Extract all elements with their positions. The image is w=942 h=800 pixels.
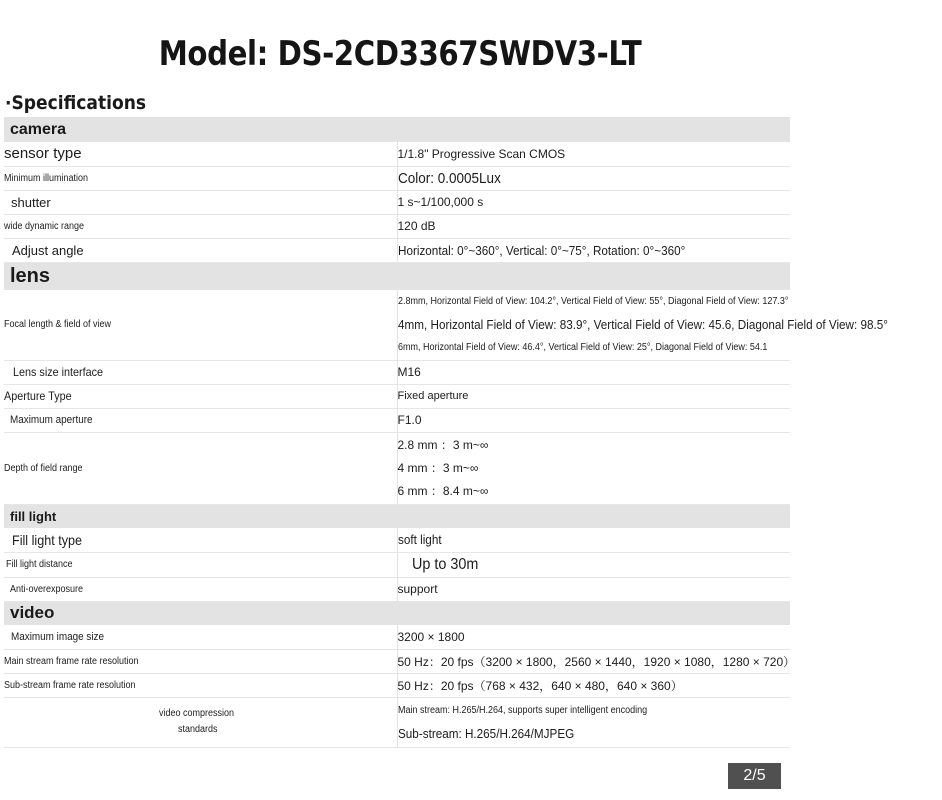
section-fill-light: [4, 504, 790, 528]
spec-value: 3200 × 1800: [397, 625, 790, 649]
spec-value: M16: [397, 360, 790, 384]
spec-value: Fixed aperture: [397, 384, 790, 408]
spec-value: 50 Hz：20 fps（3200 × 1800，2560 × 1440，1920 × 1080，1280 × 720）: [397, 649, 790, 673]
spec-label: Focal length & field of view: [4, 290, 397, 360]
table-row: [4, 408, 790, 432]
spec-label: shutter: [4, 190, 397, 214]
spec-label: video compression standards: [4, 697, 397, 747]
focal-line: 2.8mm, Horizontal Field of View: 104.2°, Vertical Field of View: 55°, Diagonal Field of View: 127.3°: [397, 296, 789, 308]
spec-value: Horizontal: 0°~360°, Vertical: 0°~75°, Rotation: 0°~360°: [397, 238, 790, 262]
section-title: video: [10, 603, 55, 623]
table-row: [4, 528, 790, 552]
table-row: [4, 190, 790, 214]
dof-line: 2.8 mm ：3 m~∞: [397, 437, 489, 452]
section-title: camera: [10, 120, 67, 138]
table-row: [4, 552, 790, 577]
table-row: [4, 432, 790, 504]
table-row: [4, 238, 790, 262]
dof-line: 6 mm ：8.4 m~∞: [397, 483, 489, 498]
page-indicator: 2/5: [728, 763, 781, 789]
table-row: [4, 290, 790, 360]
spec-label: Aperture Type: [4, 384, 397, 408]
spec-label: wide dynamic range: [4, 214, 397, 238]
spec-label: Maximum image size: [4, 625, 397, 649]
section-lens: [4, 262, 790, 290]
table-row: [4, 142, 790, 166]
spec-label: Maximum aperture: [4, 408, 397, 432]
compression-line: Main stream: H.265/H.264, supports super intelligent encoding: [397, 705, 647, 716]
table-row: [4, 166, 790, 190]
spec-value: [397, 697, 790, 747]
spec-label: Adjust angle: [4, 238, 397, 262]
section-camera: [4, 117, 790, 142]
table-row: [4, 384, 790, 408]
spec-label: Lens size interface: [4, 360, 397, 384]
section-title: lens: [10, 264, 51, 287]
spec-label: Depth of field range: [4, 432, 397, 504]
page-title: Model: DS-2CD3367SWDV3-LT: [158, 34, 642, 74]
spec-value: 1 s~1/100,000 s: [397, 190, 790, 214]
spec-value: Color: 0.0005Lux: [397, 166, 790, 190]
focal-line: 6mm, Horizontal Field of View: 46.4°, Vertical Field of View: 25°, Diagonal Field of View: 54.1: [397, 342, 767, 354]
table-row: [4, 649, 790, 673]
specifications-table: [4, 117, 888, 748]
spec-value: F1.0: [397, 408, 790, 432]
table-row: [4, 673, 790, 697]
spec-label: Fill light type: [4, 528, 397, 552]
focal-line: 4mm, Horizontal Field of View: 83.9°, Vertical Field of View: 45.6, Diagonal Field of View: 98.5°: [397, 317, 888, 333]
spec-label: sensor type: [4, 142, 397, 166]
spec-label: Anti-overexposure: [4, 577, 397, 601]
table-row: [4, 214, 790, 238]
spec-label: Main stream frame rate resolution: [4, 649, 397, 673]
spec-value: support: [397, 577, 790, 601]
section-title: fill light: [10, 508, 57, 524]
spec-value: 50 Hz：20 fps（768 × 432，640 × 480，640 × 360）: [397, 673, 790, 697]
dof-line: 4 mm ：3 m~∞: [397, 460, 479, 475]
table-row: [4, 577, 790, 601]
spec-value: soft light: [397, 528, 790, 552]
table-row: [4, 625, 790, 649]
spec-value: [397, 432, 790, 504]
compression-line: Sub-stream: H.265/H.264/MJPEG: [397, 726, 574, 741]
spec-label: Fill light distance: [4, 552, 397, 577]
section-video: [4, 601, 790, 625]
table-row: [4, 697, 790, 747]
spec-value: 120 dB: [397, 214, 790, 238]
spec-value: Up to 30m: [397, 552, 790, 577]
table-row: [4, 360, 790, 384]
spec-value: [397, 290, 888, 360]
spec-label: Minimum illumination: [4, 166, 397, 190]
spec-label: Sub-stream frame rate resolution: [4, 673, 397, 697]
spec-value: 1/1.8" Progressive Scan CMOS: [397, 142, 790, 166]
specifications-heading: ·Specifications: [5, 92, 147, 114]
